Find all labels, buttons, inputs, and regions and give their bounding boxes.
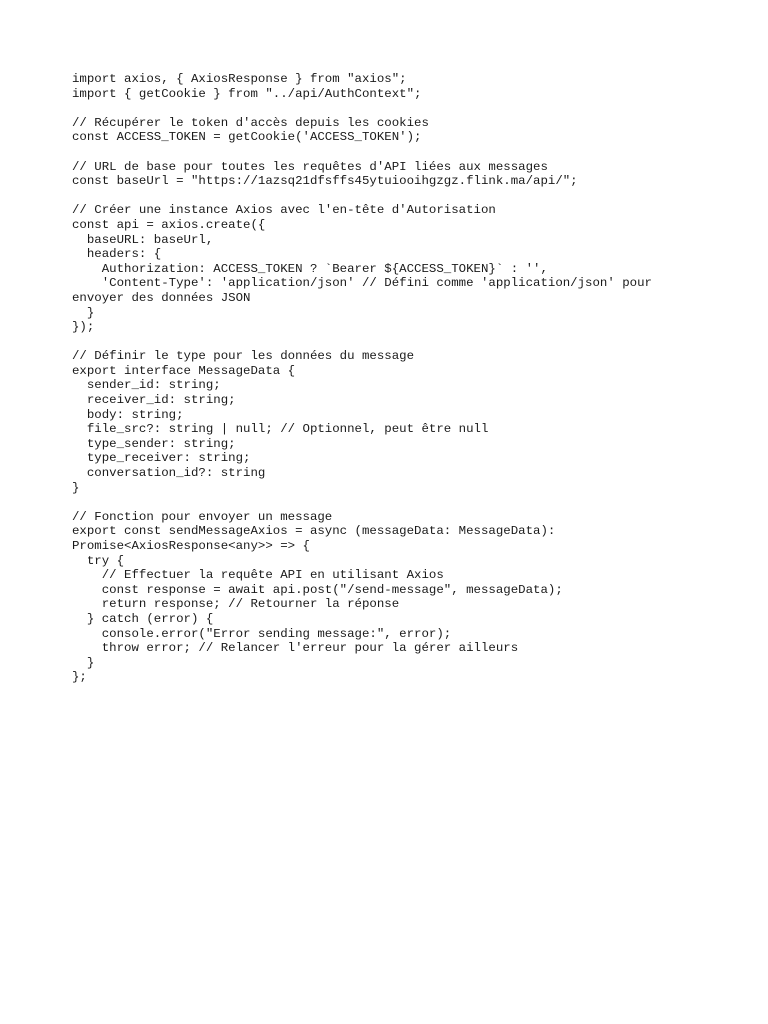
code-line: receiver_id: string; bbox=[72, 393, 236, 408]
code-line: export interface MessageData { bbox=[72, 363, 296, 378]
code-line: import axios, { AxiosResponse } from "axios"; bbox=[72, 72, 407, 86]
code-line bbox=[72, 495, 712, 510]
code-line: try { bbox=[72, 553, 125, 568]
code-line: }; bbox=[72, 670, 87, 685]
code-line: export const sendMessageAxios = async (messageData: MessageData): bbox=[72, 524, 556, 539]
code-line: Authorization: ACCESS_TOKEN ? `Bearer ${ACCESS_TOKEN}` : '', bbox=[72, 261, 548, 276]
code-line: console.error("Error sending message:", error); bbox=[72, 626, 452, 641]
code-line: return response; // Retourner la réponse bbox=[72, 597, 400, 612]
code-line: }); bbox=[72, 320, 95, 335]
code-line: } bbox=[72, 655, 95, 670]
code-line: import { getCookie } from "../api/AuthContext"; bbox=[72, 86, 422, 101]
code-line: // Récupérer le token d'accès depuis les cookies bbox=[72, 115, 429, 130]
code-line: body: string; bbox=[72, 407, 184, 422]
code-line bbox=[72, 189, 712, 204]
code-line: // URL de base pour toutes les requêtes d'API liées aux messages bbox=[72, 159, 548, 174]
code-line: } bbox=[72, 305, 95, 320]
code-line: } catch (error) { bbox=[72, 611, 214, 626]
code-line: headers: { bbox=[72, 247, 162, 262]
code-line: type_sender: string; bbox=[72, 436, 236, 451]
code-line: const response = await api.post("/send-message", messageData); bbox=[72, 582, 563, 597]
code-line: Promise<AxiosResponse<any>> => { bbox=[72, 539, 310, 553]
code-line: file_src?: string | null; // Optionnel, peut être null bbox=[72, 422, 489, 437]
code-block bbox=[72, 72, 712, 685]
code-line: } bbox=[72, 480, 80, 495]
code-line: // Définir le type pour les données du message bbox=[72, 349, 415, 364]
code-line bbox=[72, 145, 712, 160]
code-line: const api = axios.create({ bbox=[72, 217, 266, 232]
code-line: const ACCESS_TOKEN = getCookie('ACCESS_TOKEN'); bbox=[72, 130, 422, 145]
code-line: type_receiver: string; bbox=[72, 451, 251, 466]
code-line: throw error; // Relancer l'erreur pour la gérer ailleurs bbox=[72, 641, 519, 656]
code-line: // Fonction pour envoyer un message bbox=[72, 509, 333, 524]
code-line bbox=[72, 101, 712, 116]
code-line: envoyer des données JSON bbox=[72, 290, 251, 305]
code-line: sender_id: string; bbox=[72, 378, 221, 393]
code-line: const baseUrl = "https://1azsq21dfsffs45ytuiooihgzgz.flink.ma/api/"; bbox=[72, 174, 578, 189]
code-line bbox=[72, 335, 712, 350]
code-line: // Effectuer la requête API en utilisant Axios bbox=[72, 568, 444, 583]
code-line: // Créer une instance Axios avec l'en-tête d'Autorisation bbox=[72, 203, 496, 218]
code-line: conversation_id?: string bbox=[72, 466, 266, 481]
code-line: baseURL: baseUrl, bbox=[72, 232, 214, 247]
code-line: 'Content-Type': 'application/json' // Défini comme 'application/json' pour bbox=[72, 276, 652, 291]
